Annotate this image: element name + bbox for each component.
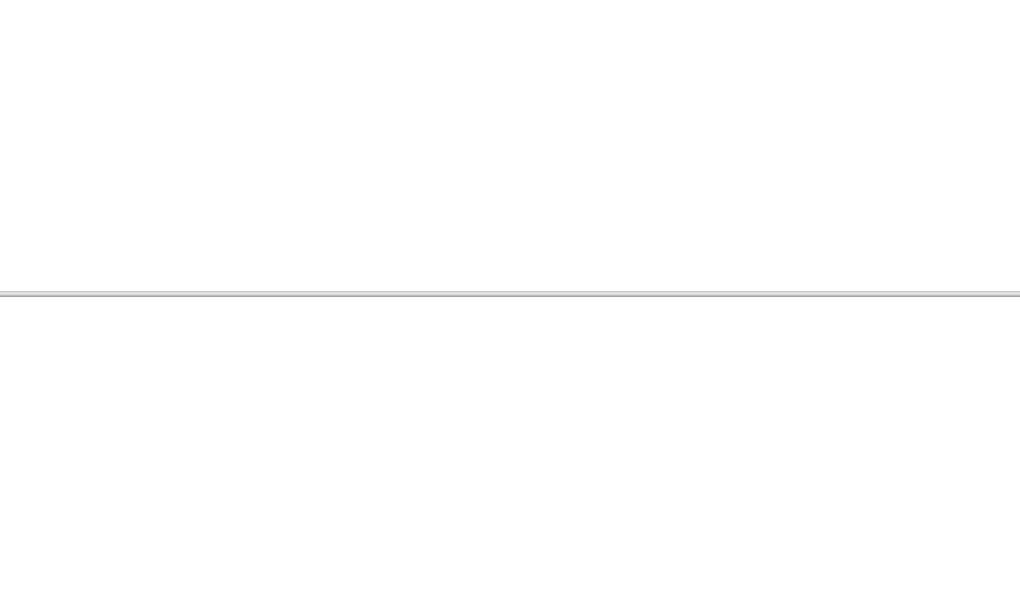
spiral-binding xyxy=(0,265,1020,325)
binding-rod xyxy=(0,291,1020,297)
